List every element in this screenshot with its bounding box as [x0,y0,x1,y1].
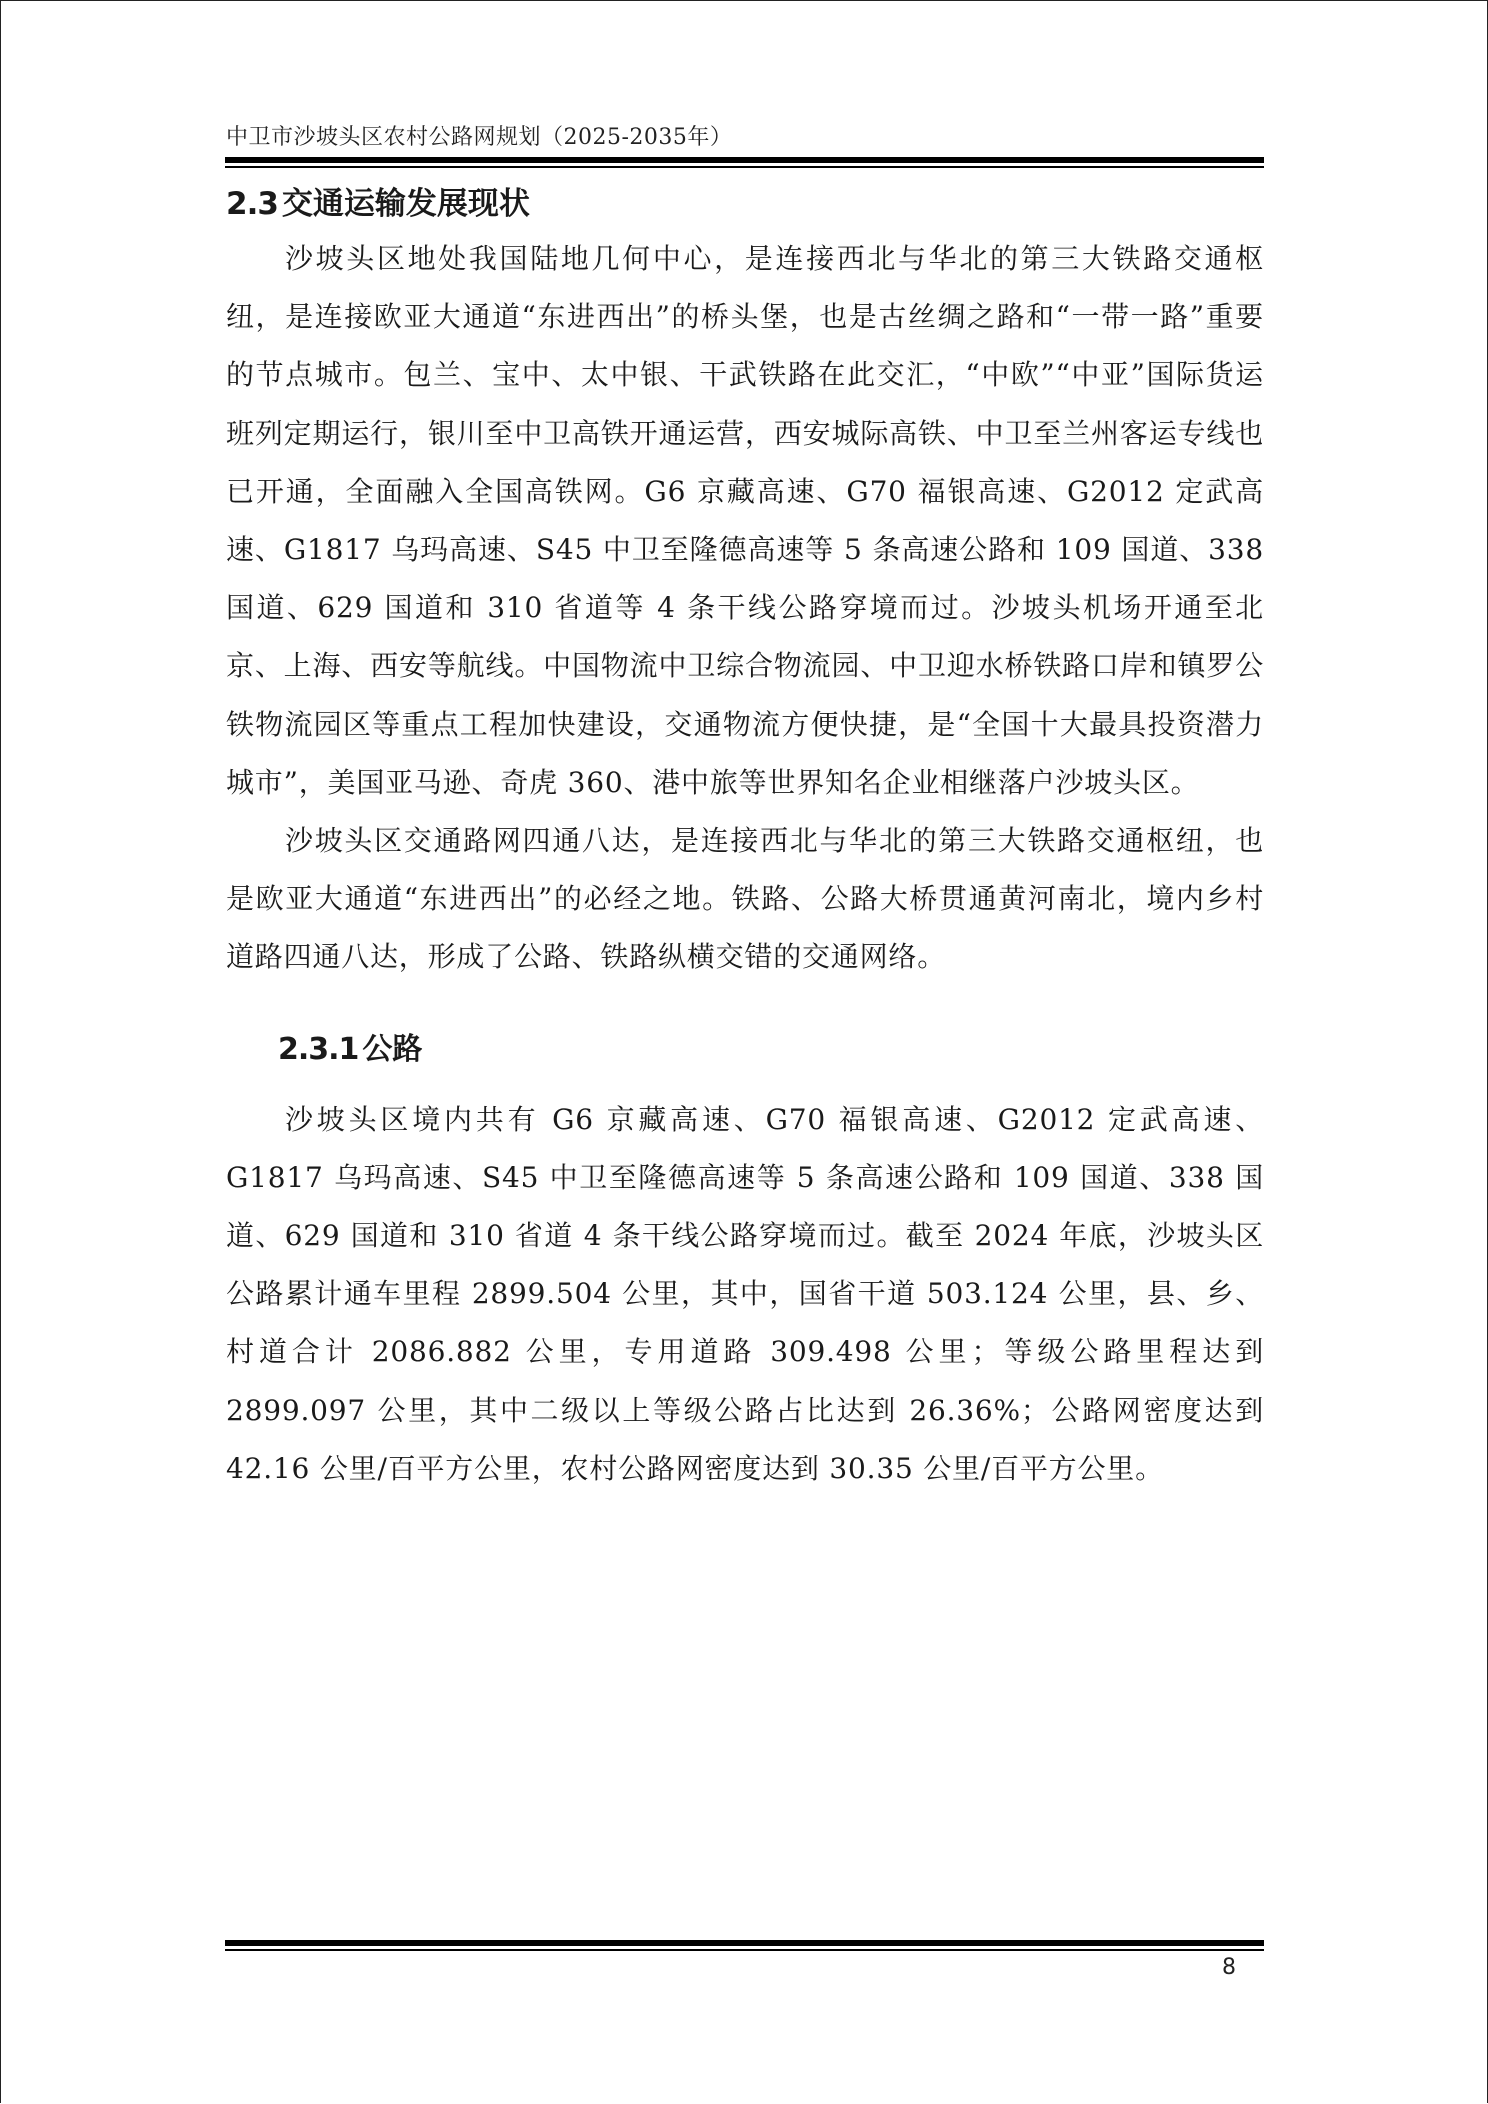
header-rule [225,157,1264,163]
paragraph: 沙坡头区交通路网四通八达，是连接西北与华北的第三大铁路交通枢纽，也是欧亚大通道“东进西出”的必经之地。铁路、公路大桥贯通黄河南北，境内乡村道路四通八达，形成了公路、铁路纵横交错的交通网络。 [226,824,1264,974]
subsection-title: 公路 [362,1031,423,1067]
page-number: 8 [1222,1955,1236,1980]
section-title: 交通运输发展现状 [281,186,530,222]
footer-rule-thin [225,1949,1264,1951]
paragraph: 沙坡头区地处我国陆地几何中心，是连接西北与华北的第三大铁路交通枢纽，是连接欧亚大通道“东进西出”的桥头堡，也是古丝绸之路和“一带一路”重要的节点城市。包兰、宝中、太中银、干武铁路在此交汇，“中欧”“中亚”国际货运班列定期运行，银川至中卫高铁开通运营，西安城际高铁、中卫至兰州客运专线也已开通，全面融入全国高铁网。G6 京藏高速、G70 福银高速、G2012 定武高速、G1817 乌玛高速、S45 中卫至隆德高速等 5 条高速公路和 109 国道、338 国道、629 国道和 310 省道等 4 条干线公路穿境而过。沙坡头机场开通至北京、上海、西安等航线。中国物流中卫综合物流园、中卫迎水桥铁路口岸和镇罗公铁物流园区等重点工程加快建设，交通物流方便快捷，是“全国十大最具投资潜力城市”，美国亚马逊、奇虎 360、港中旅等世界知名企业相继落户沙坡头区。 [226,242,1264,799]
footer-rule [225,1940,1264,1946]
section-number: 2.3 [226,186,278,222]
document-body [226,180,1264,1498]
section-heading [226,180,1264,228]
subsection-number: 2.3.1 [278,1031,359,1067]
running-header: 中卫市沙坡头区农村公路网规划（2025-2035年） [226,125,733,150]
paragraph: 沙坡头区境内共有 G6 京藏高速、G70 福银高速、G2012 定武高速、G1817 乌玛高速、S45 中卫至隆德高速等 5 条高速公路和 109 国道、338 国道、629 国道和 310 省道 4 条干线公路穿境而过。截至 2024 年底，沙坡头区公路累计通车里程 2899.504 公里，其中，国省干道 503.124 公里，县、乡、村道合计 2086.882 公里，专用道路 309.498 公里；等级公路里程达到 2899.097 公里，其中二级以上等级公路占比达到 26.36%；公路网密度达到 42.16 公里/百平方公里，农村公路网密度达到 30.35 公里/百平方公里。 [226,1102,1264,1485]
header-rule-thin [225,166,1264,168]
subsection-heading [278,1025,1264,1075]
